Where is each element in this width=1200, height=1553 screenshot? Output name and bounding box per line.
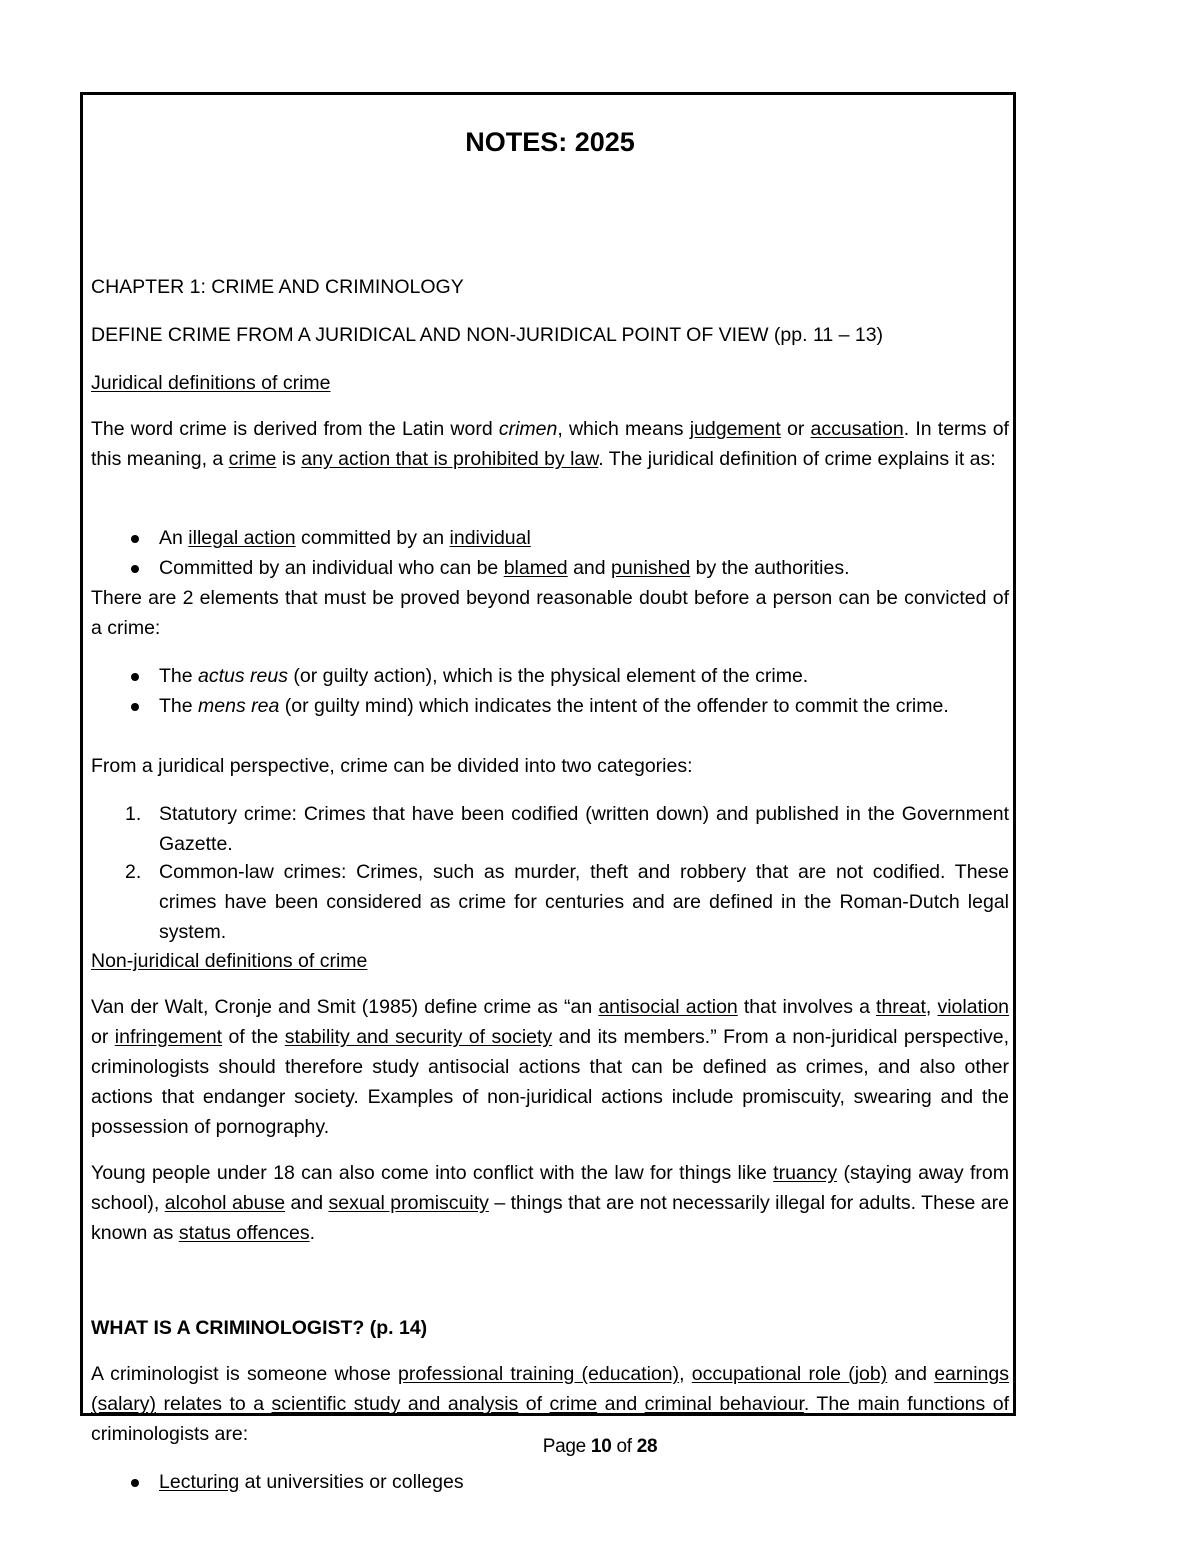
bullet-icon	[131, 673, 139, 681]
question-heading-1: DEFINE CRIME FROM A JURIDICAL AND NON-JURIDICAL POINT OF VIEW (pp. 11 – 13)	[91, 324, 884, 346]
list-item: Committed by an individual who can be blamed and punished by the authorities.	[91, 553, 1009, 583]
paragraph-criminologist: A criminologist is someone whose professional training (education), occupational role (job) and earnings (salary) relates to a scientific study and analysis of crime and criminal behaviour. The main functions of criminologists are:	[91, 1363, 1010, 1445]
list-item: 1. Statutory crime: Crimes that have been codified (written down) and published in the Government Gazette.	[91, 799, 1009, 859]
bullet-icon	[131, 703, 139, 711]
question-heading-2: WHAT IS A CRIMINOLOGIST? (p. 14)	[91, 1317, 428, 1339]
list-item: An illegal action committed by an individual	[91, 523, 1009, 553]
list-item: The mens rea (or guilty mind) which indicates the intent of the offender to commit the crime.	[91, 691, 1009, 721]
list-item: The actus reus (or guilty action), which is the physical element of the crime.	[91, 661, 1009, 691]
list-item: 2. Common-law crimes: Crimes, such as murder, theft and robbery that are not codified. These crimes have been considered as crime for centuries and are defined in the Roman-Dutch legal system.	[91, 857, 1009, 947]
paragraph-nonjuridical-definition: Van der Walt, Cronje and Smit (1985) define crime as “an antisocial action that involves a threat, violation or infringement of the stability and security of society and its members.” From a non-juridical perspective, criminologists should therefore study antisocial actions that can be defined as crimes, and also other actions that endanger society. Examples of non-juridical actions include promiscuity, swearing and the possession of pornography.	[91, 996, 1010, 1138]
page-number: 10	[590, 1436, 612, 1457]
list-number: 1.	[125, 803, 142, 825]
paragraph-categories: From a juridical perspective, crime can be divided into two categories:	[91, 755, 693, 777]
bullet-icon	[131, 1479, 139, 1487]
paragraph-status-offences: Young people under 18 can also come into conflict with the law for things like truancy (staying away from school), alcohol abuse and sexual promiscuity – things that are not necessarily illegal for adults. These are known as status offences.	[91, 1162, 1009, 1244]
paragraph-juridical-definition: The word crime is derived from the Latin word crimen, which means judgement or accusation. In terms of this meaning, a crime is any action that is prohibited by law. The juridical definition of crime explains it as:	[91, 418, 1009, 470]
page-title: NOTES: 2025	[465, 127, 635, 157]
list-item: Lecturing at universities or colleges	[91, 1467, 1009, 1497]
bullet-icon	[131, 565, 139, 573]
page-footer: Page 10 of 28	[542, 1436, 658, 1457]
page-total: 28	[636, 1436, 658, 1457]
nonjuridical-heading: Non-juridical definitions of crime	[91, 950, 368, 972]
list-number: 2.	[125, 861, 142, 883]
juridical-heading: Juridical definitions of crime	[91, 372, 331, 394]
paragraph-elements: There are 2 elements that must be proved beyond reasonable doubt before a person can be convicted of a crime:	[91, 587, 1009, 639]
bullet-icon	[131, 535, 139, 543]
chapter-heading: CHAPTER 1: CRIME AND CRIMINOLOGY	[91, 276, 464, 298]
